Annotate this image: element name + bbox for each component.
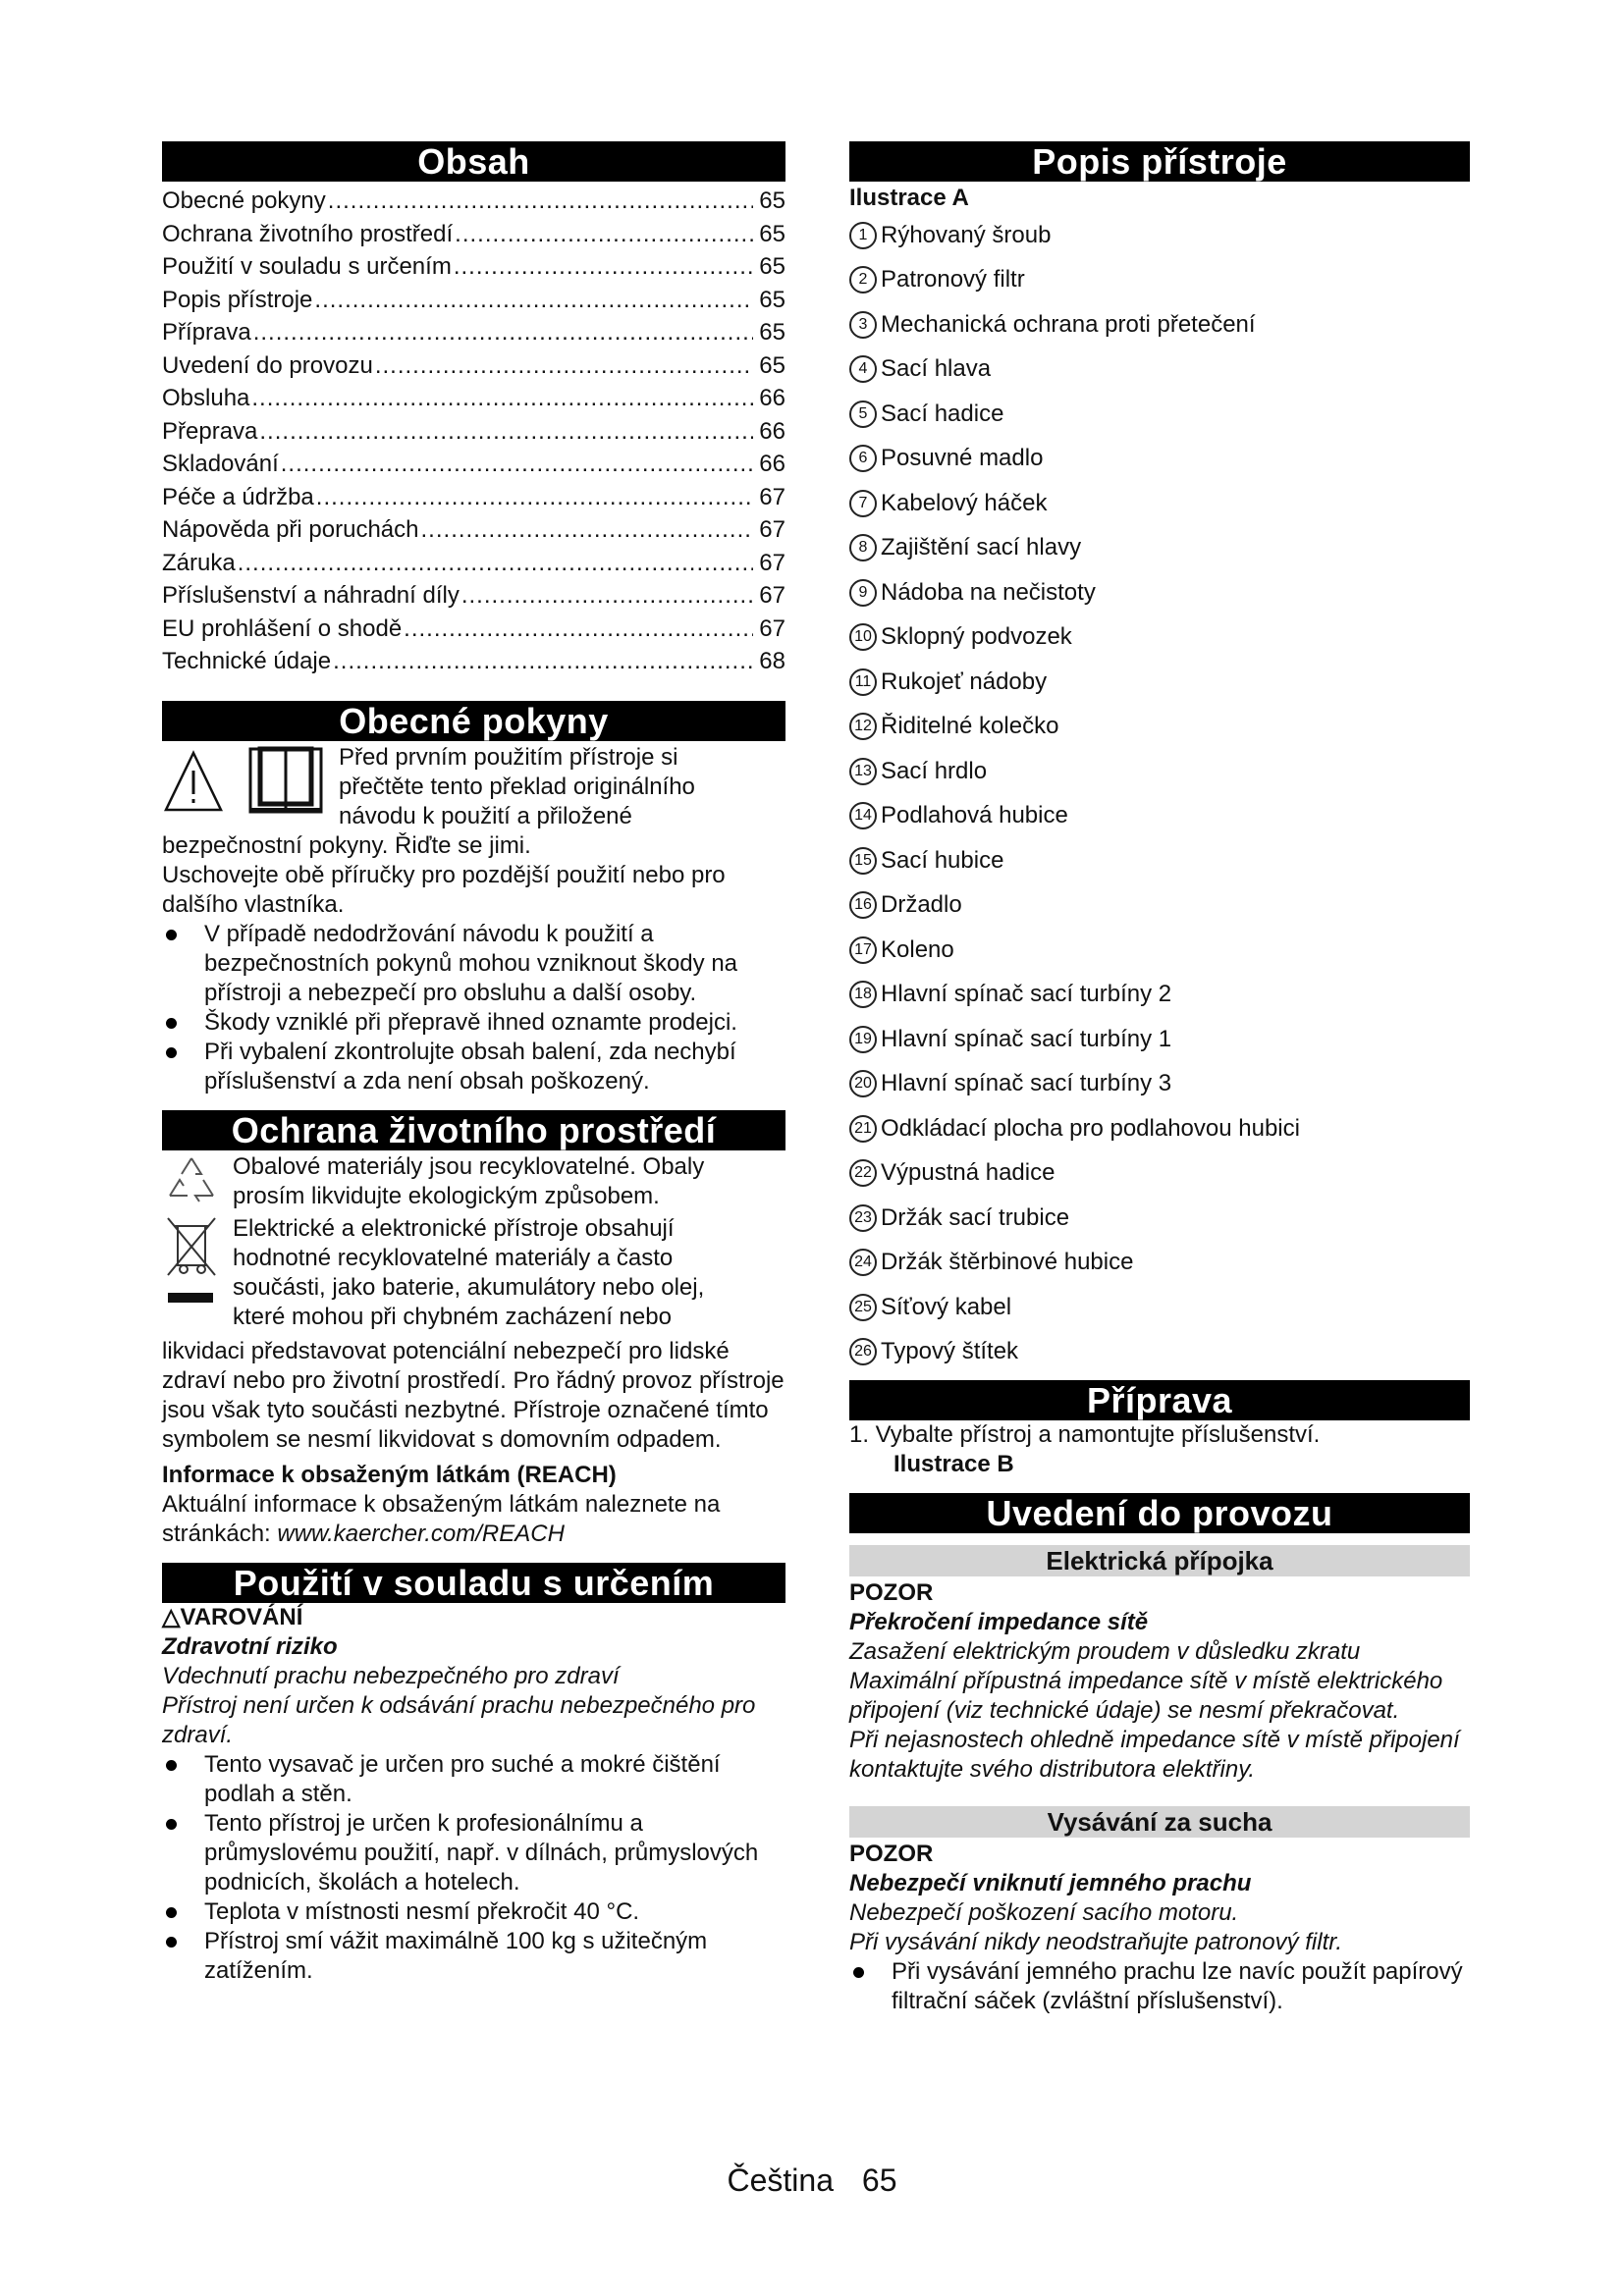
toc-entry[interactable] (162, 316, 785, 349)
hazard-line: Vdechnutí prachu nebezpečného pro zdraví (162, 1662, 620, 1689)
part-number-badge: 13 (849, 758, 877, 785)
weee-line: součásti, jako baterie, akumulátory nebo olej, (233, 1273, 705, 1301)
part-label: Zajištění sací hlavy (881, 534, 1082, 561)
toc-entry[interactable] (162, 645, 785, 678)
part-number-badge: 3 (849, 311, 877, 339)
part-label: Kabelový háček (881, 489, 1048, 516)
notice-label: POZOR (849, 1579, 934, 1606)
toc-entry-page: 65 (759, 220, 785, 247)
list-item (849, 749, 1470, 794)
notice-label: POZOR (849, 1841, 934, 1867)
part-number-badge: 4 (849, 355, 877, 383)
toc-leader-dots (454, 250, 753, 284)
preparation-step: 1. Vybalte přístroj a namontujte příslušenství. (849, 1421, 1321, 1448)
toc-leader-dots (316, 481, 754, 514)
warning-triangle-icon (166, 753, 221, 810)
toc-entry-label: Technické údaje (162, 648, 332, 674)
list-item (849, 1330, 1470, 1375)
toc-entry-label: Použití v souladu s určením (162, 253, 452, 280)
part-label: Držák štěrbinové hubice (881, 1249, 1134, 1276)
list-item: Tento přístroj je určen k profesionálnímu a průmyslovému použití, např. v dílnách, průmyslových podnicích, školách a hotelech. (162, 1809, 785, 1897)
toc-entry-label: Záruka (162, 549, 236, 576)
toc-leader-dots (251, 382, 753, 415)
toc-entry-label: Ochrana životního prostředí (162, 220, 454, 247)
toc-entry[interactable] (162, 185, 785, 218)
part-label: Sací hubice (881, 846, 1004, 874)
toc-leader-dots (455, 218, 753, 251)
toc-entry[interactable] (162, 382, 785, 415)
preparation-heading: Příprava (849, 1380, 1470, 1420)
part-label: Nádoba na nečistoty (881, 578, 1096, 606)
part-number-badge: 19 (849, 1026, 877, 1053)
list-item (849, 1241, 1470, 1286)
recycle-block (162, 1152, 785, 1214)
list-item (849, 392, 1470, 437)
part-label: Síťový kabel (881, 1293, 1012, 1320)
footer-page-number: 65 (861, 2163, 897, 2198)
list-item (849, 705, 1470, 750)
toc-entry-page: 67 (759, 483, 785, 510)
toc-entry-page: 67 (759, 549, 785, 576)
toc-entry[interactable] (162, 547, 785, 580)
general-intro (162, 743, 785, 831)
toc-leader-dots (314, 284, 753, 317)
part-label: Sací hadice (881, 400, 1004, 427)
weee-line: které mohou při chybném zacházení nebo (233, 1303, 672, 1330)
list-item (849, 302, 1470, 347)
list-item (849, 570, 1470, 615)
list-item (849, 258, 1470, 303)
toc-entry-label: Popis přístroje (162, 286, 313, 313)
part-number-badge: 8 (849, 534, 877, 561)
list-item (849, 928, 1470, 973)
list-item (849, 1017, 1470, 1062)
left-column (162, 141, 785, 1986)
description-heading: Popis přístroje (849, 141, 1470, 182)
list-item (849, 660, 1470, 705)
part-number-badge: 17 (849, 936, 877, 964)
warning-label-text: VAROVÁNÍ (180, 1603, 303, 1630)
part-label: Patronový filtr (881, 266, 1025, 294)
parts-list (849, 213, 1470, 1374)
electrical-hazard: Překročení impedance sítě (849, 1609, 1149, 1635)
toc-leader-dots (404, 613, 753, 646)
part-label: Koleno (881, 935, 954, 963)
part-label: Sací hrdlo (881, 757, 988, 784)
part-number-badge: 26 (849, 1338, 877, 1365)
environment-heading: Ochrana životního prostředí (162, 1110, 785, 1150)
weee-line: hodnotné recyklovatelné materiály a často (233, 1244, 674, 1271)
part-number-badge: 12 (849, 713, 877, 740)
general-heading: Obecné pokyny (162, 701, 785, 741)
list-item (849, 615, 1470, 661)
part-label: Odkládací plocha pro podlahovou hubici (881, 1114, 1300, 1142)
warning-manual-icons (162, 743, 339, 831)
part-label: Posuvné madlo (881, 445, 1044, 472)
electrical-line: Při nejasnostech ohledně impedance sítě v místě připojení kontaktujte svého distributora elektřiny. (849, 1727, 1460, 1783)
part-number-badge: 10 (849, 623, 877, 651)
weee-line: Elektrické a elektronické přístroje obsahují (233, 1214, 675, 1242)
reach-text-body: Aktuální informace k obsaženým látkám naleznete na stránkách: (162, 1490, 721, 1547)
part-number-badge: 15 (849, 847, 877, 875)
list-item: Při vysávání jemného prachu lze navíc použít papírový filtrační sáček (zvláštní příslušenství). (849, 1957, 1470, 2016)
part-label: Držák sací trubice (881, 1203, 1070, 1231)
toc-entry[interactable] (162, 250, 785, 284)
list-item: Přístroj smí vážit maximálně 100 kg s užitečným zatížením. (162, 1927, 785, 1986)
toc-entry-label: Příslušenství a náhradní díly (162, 582, 460, 609)
toc-entry-page: 65 (759, 286, 785, 313)
toc-entry-page: 67 (759, 614, 785, 642)
electrical-subheading: Elektrická přípojka (849, 1545, 1470, 1576)
electrical-line: Maximální přípustná impedance sítě v místě elektrického připojení (viz technické údaje) se nesmí překračovat. (849, 1668, 1443, 1724)
toc-entry[interactable] (162, 513, 785, 547)
toc-entry-label: Obecné pokyny (162, 187, 326, 214)
dry-line: Při vysávání nikdy neodstraňujte patronový filtr. (849, 1929, 1343, 1955)
general-intro-rest: bezpečnostní pokyny. Řiďte se jimi. (162, 831, 531, 859)
list-item (849, 1062, 1470, 1107)
toc-leader-dots (461, 579, 753, 613)
part-label: Výpustná hadice (881, 1159, 1056, 1187)
part-label: Hlavní spínač sací turbíny 3 (881, 1070, 1172, 1097)
manual-book-icon (250, 749, 321, 812)
toc-entry[interactable] (162, 579, 785, 613)
list-item (849, 526, 1470, 571)
toc-entry[interactable] (162, 349, 785, 383)
footer-language: Čeština (727, 2163, 834, 2198)
hazard-line: Přístroj není určen k odsávání prachu nebezpečného pro zdraví. (162, 1691, 756, 1748)
list-item (849, 213, 1470, 258)
toc-heading: Obsah (162, 141, 785, 182)
toc-leader-dots (333, 645, 753, 678)
toc-entry[interactable] (162, 415, 785, 449)
toc-leader-dots (328, 185, 754, 218)
recycle-line: prosím likvidujte ekologickým způsobem. (233, 1182, 660, 1209)
toc-entry-label: Skladování (162, 451, 279, 477)
part-number-badge: 25 (849, 1294, 877, 1321)
list-item (849, 838, 1470, 883)
part-number-badge: 1 (849, 222, 877, 249)
right-column (849, 141, 1470, 2016)
dry-bullets (849, 1957, 1470, 2016)
reach-title: Informace k obsaženým látkám (REACH) (162, 1461, 617, 1488)
toc-leader-dots (375, 349, 753, 383)
list-item: Při vybalení zkontrolujte obsah balení, zda nechybí příslušenství a zda není obsah poškozený. (162, 1038, 785, 1096)
list-item: Škody vzniklé při přepravě ihned oznamte prodejci. (162, 1008, 785, 1038)
general-intro-line: přečtěte tento překlad originálního (339, 773, 695, 800)
toc-entry-label: Péče a údržba (162, 483, 314, 510)
list-item (849, 481, 1470, 526)
general-intro-line: Před prvním použitím přístroje si (339, 743, 678, 771)
dry-subheading: Vysávání za sucha (849, 1806, 1470, 1838)
list-item (849, 1285, 1470, 1330)
dry-line: Nebezpečí poškození sacího motoru. (849, 1899, 1239, 1926)
part-number-badge: 2 (849, 266, 877, 294)
part-number-badge: 18 (849, 981, 877, 1008)
part-label: Podlahová hubice (881, 802, 1068, 829)
general-bullets (162, 920, 785, 1096)
electrical-line: Zasažení elektrickým proudem v důsledku zkratu (849, 1638, 1361, 1665)
part-number-badge: 23 (849, 1204, 877, 1232)
toc-entry-label: Přeprava (162, 417, 258, 445)
toc-list (162, 185, 785, 678)
toc-entry[interactable] (162, 481, 785, 514)
part-number-badge: 14 (849, 802, 877, 829)
toc-entry[interactable] (162, 284, 785, 317)
part-label: Hlavní spínač sací turbíny 1 (881, 1025, 1172, 1052)
part-number-badge: 9 (849, 579, 877, 607)
part-number-badge: 7 (849, 490, 877, 517)
toc-leader-dots (421, 513, 754, 547)
part-number-badge: 16 (849, 891, 877, 919)
list-item (849, 347, 1470, 393)
intended-use-heading: Použití v souladu s určením (162, 1563, 785, 1603)
dry-hazard: Nebezpečí vniknutí jemného prachu (849, 1870, 1252, 1896)
toc-leader-dots (281, 448, 754, 481)
part-number-badge: 21 (849, 1115, 877, 1143)
toc-entry-label: Obsluha (162, 385, 250, 411)
commissioning-heading: Uvedení do provozu (849, 1493, 1470, 1533)
toc-entry-page: 67 (759, 516, 785, 543)
part-label: Hlavní spínač sací turbíny 2 (881, 981, 1172, 1008)
toc-entry[interactable] (162, 613, 785, 646)
part-label: Typový štítek (881, 1338, 1019, 1365)
list-item: Teplota v místnosti nesmí překročit 40 °C. (162, 1897, 785, 1927)
weee-rest: likvidaci představovat potenciální nebezpečí pro lidské zdraví nebo pro životní prostředí. Pro řádný provoz přístroje jsou však tyto součásti nezbytné. Přístroje označené tímto symbolem se nesmí likvidovat s domovním odpadem. (162, 1337, 785, 1453)
reach-text (162, 1490, 785, 1549)
list-item (849, 973, 1470, 1018)
list-item: V případě nedodržování návodu k použití a bezpečnostních pokynů mohou vzniknout škody na přístroji a nebezpečí pro obsluhu a další osoby. (162, 920, 785, 1008)
toc-entry-page: 65 (759, 319, 785, 346)
part-label: Sací hlava (881, 355, 992, 383)
list-item (849, 1106, 1470, 1151)
toc-entry-page: 65 (759, 253, 785, 280)
part-number-badge: 24 (849, 1249, 877, 1276)
toc-entry-page: 65 (759, 351, 785, 379)
part-label: Řiditelné kolečko (881, 713, 1059, 740)
general-intro-line: návodu k použití a přiložené (339, 802, 632, 829)
toc-entry-page: 65 (759, 187, 785, 214)
list-item (849, 1151, 1470, 1197)
reach-link[interactable]: www.kaercher.com/REACH (277, 1520, 565, 1547)
intended-use-bullets (162, 1750, 785, 1986)
part-number-badge: 20 (849, 1070, 877, 1097)
warning-label (162, 1603, 785, 1632)
toc-entry-page: 68 (759, 648, 785, 674)
list-item: Tento vysavač je určen pro suché a mokré čištění podlah a stěn. (162, 1750, 785, 1809)
recycle-line: Obalové materiály jsou recyklovatelné. Obaly (233, 1152, 705, 1180)
part-number-badge: 11 (849, 668, 877, 696)
part-label: Rýhovaný šroub (881, 221, 1052, 248)
recycle-icon (162, 1152, 233, 1214)
toc-leader-dots (253, 316, 754, 349)
part-number-badge: 5 (849, 400, 877, 428)
toc-entry-page: 66 (759, 451, 785, 477)
list-item (849, 1196, 1470, 1241)
toc-entry[interactable] (162, 448, 785, 481)
toc-entry-page: 67 (759, 582, 785, 609)
part-label: Rukojeť nádoby (881, 667, 1048, 695)
part-number-badge: 6 (849, 445, 877, 472)
warning-small-icon: △ (162, 1603, 181, 1630)
toc-leader-dots (259, 415, 753, 449)
illustration-b-label: Ilustrace B (893, 1451, 1014, 1477)
toc-entry[interactable] (162, 218, 785, 251)
list-item (849, 794, 1470, 839)
illustration-a-label: Ilustrace A (849, 185, 969, 211)
part-label: Sklopný podvozek (881, 623, 1072, 651)
page-footer (0, 2163, 1624, 2199)
part-label: Držadlo (881, 891, 962, 919)
toc-entry-label: Příprava (162, 319, 251, 346)
part-number-badge: 22 (849, 1159, 877, 1187)
hazard-title: Zdravotní riziko (162, 1632, 338, 1660)
toc-entry-label: Uvedení do provozu (162, 351, 373, 379)
toc-entry-page: 66 (759, 385, 785, 411)
toc-entry-page: 66 (759, 417, 785, 445)
crossed-bin-icon (162, 1214, 233, 1337)
toc-leader-dots (238, 547, 754, 580)
weee-block (162, 1214, 785, 1337)
toc-entry-label: EU prohlášení o shodě (162, 614, 403, 642)
list-item (849, 437, 1470, 482)
general-keep-text: Uschovejte obě příručky pro pozdější použití nebo pro dalšího vlastníka. (162, 861, 726, 918)
list-item (849, 883, 1470, 929)
part-label: Mechanická ochrana proti přetečení (881, 310, 1256, 338)
toc-entry-label: Nápověda při poruchách (162, 516, 419, 543)
